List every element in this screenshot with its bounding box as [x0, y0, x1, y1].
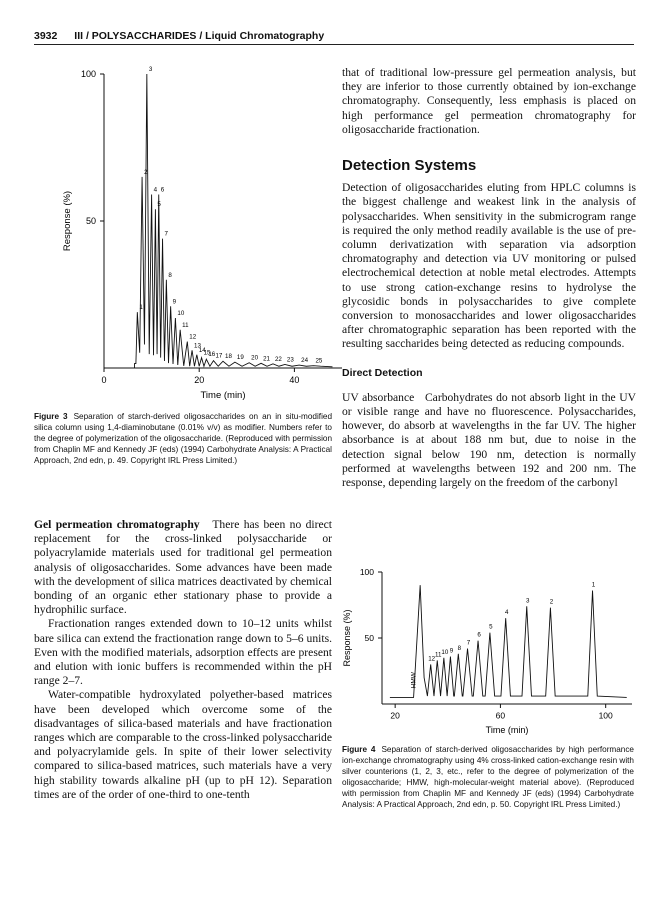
peak-label: 9 [172, 298, 177, 306]
x-tick-label: 40 [289, 375, 300, 385]
peak-label: 10 [177, 310, 185, 318]
peak-label: 20 [251, 354, 259, 362]
y-tick-label: 50 [85, 216, 96, 226]
uv-runin-title: UV absorbance [342, 390, 415, 404]
gpc-paragraph-1 [34, 518, 332, 617]
figure-4-label: Figure 4 [342, 745, 376, 754]
peak-label: 8 [168, 271, 172, 279]
gpc-paragraph-2: Fractionation ranges extended down to 10–12 units whilst bare silica can extend the fractionation range down to 5–6 units. Even with the modified materials, adsorption effects are present and elution with ionic buffers is recommended within the pH range 2–7. [34, 617, 332, 688]
peak-label: 8 [457, 644, 462, 652]
gpc-paragraph-3: Water-compatible hydroxylated polyether-based matrices have been developed which overcome some of the disadvantages of silica-based materials and have fractionation ranges which are comparable to the cross-linked polysaccharide and polyacrylamide gels. In spite of their lower selectivity compared to silica-based matrices, such materials have a very high stability towards alkaline pH (up to pH 12). Separation times are of the order of one-third to one-tenth [34, 688, 332, 801]
running-title: III / POLYSACCHARIDES / Liquid Chromatography [74, 30, 325, 42]
continued-paragraph: that of traditional low-pressure gel permeation analysis, but they are inferior to those currently obtained by ion-exchange chromatography. Consequently, less emphasis is placed on high performance gel permeation chromatography for oligosaccharide fractionation. [342, 66, 636, 136]
peak-label: 13 [194, 342, 201, 350]
x-tick-label: 20 [390, 710, 400, 721]
peak-label: 1 [591, 581, 596, 589]
peak-label: 5 [157, 201, 161, 209]
peak-label: 1 [139, 304, 143, 312]
peak-label: 22 [274, 355, 282, 363]
gpc-runin-title: Gel permeation chromatography [34, 518, 200, 531]
page-number: 3932 [34, 30, 58, 42]
peak-label: 11 [182, 321, 189, 329]
y-axis-label: Response (%) [342, 609, 352, 667]
gpc-p1-text: There has been no direct replacement for the cross-linked polysaccharide or polyacrylamide materials used for traditional gel permeation analysis of oligosaccharides. Some advances have been made with the development of silica matrices deactivated by chemical bonding of an organic ether stationary phase to provide a hydrophilic surface. [34, 518, 332, 617]
left-column [34, 518, 332, 802]
running-header [34, 30, 324, 42]
figure-4-caption-text: Separation of starch-derived oligosaccharides by high performance ion-exchange chromatography using 4% cross-linked cation-exchange resin with silver counterions (1, 2, 3, etc., refer to the degree of polymerization of the oligosaccharide; HMW, high-molecular-weight material above). (Reproduced with permission from Chaplin MF and Kennedy JF (eds) (1994) Carbohydrate Analysis: A Practical Approach, 2nd edn, p. 50. Copyright IRL Press Limited.) [342, 745, 634, 809]
peak-label: 3 [526, 597, 530, 605]
peak-label: 10 [441, 648, 449, 656]
direct-detection-heading: Direct Detection [342, 366, 423, 379]
y-tick-label: 50 [364, 633, 374, 643]
uv-text: Carbohydrates do not absorb light in the UV or visible range and have no fluorescence. Polysaccharides, however, do absorb at wavelengths in the far UV. The higher absorbance is at about 188 nm but, due to noise in the detection signal below 190 nm, detection is normally performed at wavelengths between 192 and 200 nm. The response, depending largely on the freedom of the carbonyl [342, 390, 637, 490]
peak-label: 6 [477, 631, 481, 639]
peak-label: 7 [164, 230, 169, 238]
figure-4-trace [390, 585, 627, 697]
peak-label: 17 [215, 352, 223, 360]
x-axis-label: Time (min) [485, 725, 529, 735]
figure-3-chart [60, 60, 350, 405]
detection-systems-heading: Detection Systems [342, 157, 477, 175]
peak-label: 16 [208, 351, 216, 359]
right-column-top [342, 66, 636, 490]
header-rule [34, 44, 634, 45]
x-axis-label: Time (min) [200, 390, 246, 401]
peak-label: 25 [315, 357, 323, 365]
x-tick-label: 60 [495, 710, 506, 721]
peak-label: 14 [198, 346, 206, 354]
peak-label: 12 [189, 333, 197, 341]
y-tick-label: 100 [359, 567, 374, 577]
peak-label: 2 [549, 598, 554, 606]
peak-label: 11 [435, 651, 442, 659]
figure-3-trace [123, 74, 332, 368]
x-tick-label: 100 [598, 710, 613, 721]
y-tick-label: 100 [80, 69, 96, 79]
detection-paragraph: Detection of oligosaccharides eluting from HPLC columns is the biggest challenge and weakest link in the analysis of polysaccharides. When sensitivity in the submicrogram range is required the only method readily available is the use of pre-column derivatization with separation via adsorption chromatography and detection via UV monitoring or pulsed electrochemical detection at noble metal electrodes. Attempts to use strong cation-exchange resins to hydrolyse the glycosidic bonds in polysaccharides to give complete conversion to monosaccharides and lower oligosaccharides after chromatographic separation has been reported with the resulting saccharides being detected as reducing compounds. [342, 181, 636, 351]
peak-label: 21 [263, 355, 270, 363]
figure-4-caption [342, 744, 634, 810]
peak-label: 2 [144, 168, 148, 176]
figure-3-caption-text: Separation of starch-derived oligosaccharides on an in situ-modified silica column using 1,4-diaminobutane (0.01% v/v) as modifier. Numbers refer to the degree of polymerization of the oligosaccharide. (Reproduced with permission from Chaplin MF and Kennedy JF (eds) (1994) Carbohydrate Analysis: A Practical Approach, 2nd edn, p. 49. Copyright IRL Press Limited.) [34, 412, 332, 465]
peak-label: 7 [466, 639, 471, 647]
peak-label: 9 [449, 647, 454, 655]
hmw-label: HMW [410, 672, 418, 689]
peak-label: 18 [225, 353, 232, 361]
figure-3-label: Figure 3 [34, 412, 68, 421]
peak-label: 12 [428, 655, 436, 663]
peak-label: 3 [148, 66, 153, 73]
peak-label: 23 [286, 356, 294, 364]
figure-3-caption [34, 411, 332, 466]
peak-label: 5 [489, 623, 493, 631]
x-tick-label: 0 [101, 375, 107, 385]
peak-label: 24 [301, 357, 309, 365]
y-axis-label: Response (%) [62, 190, 73, 252]
peak-label: 4 [153, 186, 158, 194]
figure-4-chart [338, 562, 638, 740]
peak-label: 19 [236, 354, 244, 362]
uv-paragraph [342, 391, 636, 490]
peak-label: 4 [504, 609, 509, 617]
x-tick-label: 20 [194, 375, 205, 385]
peak-label: 6 [160, 186, 165, 194]
peak-label: 15 [203, 349, 211, 357]
